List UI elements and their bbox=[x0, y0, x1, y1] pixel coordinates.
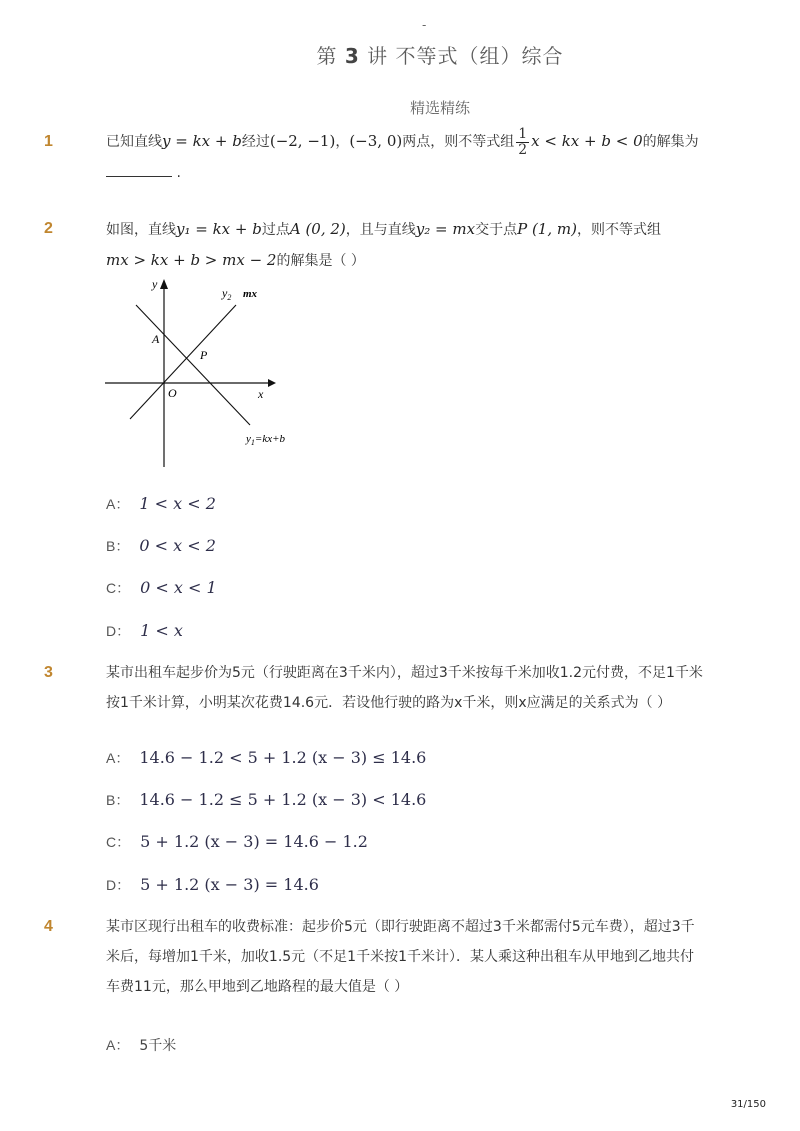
x-axis-label: x bbox=[258, 387, 264, 401]
option-value: 1 < x bbox=[140, 621, 183, 640]
q1-text-part: 的解集为 bbox=[642, 134, 699, 150]
q2-math: y₁ = kx + b bbox=[176, 220, 262, 238]
question-1-text bbox=[106, 126, 726, 188]
q1-fraction bbox=[516, 127, 529, 158]
answer-blank[interactable] bbox=[106, 162, 172, 177]
q2-graph-figure bbox=[100, 275, 310, 475]
question-3-text bbox=[106, 658, 746, 718]
q4-line: 米后，每增加1千米，加收1.5元（不足1千米按1千米计）．某人乘这种出租车从甲地到乙地共付 bbox=[106, 949, 694, 965]
q4-line: 车费11元，那么甲地到乙地路程的最大值是（ ） bbox=[106, 979, 409, 995]
mx-label: mx bbox=[243, 288, 258, 300]
question-2-text bbox=[106, 214, 726, 276]
q1-math-point: (−2, −1) bbox=[269, 132, 336, 150]
option-label: C： bbox=[106, 580, 131, 596]
q4-option-a[interactable] bbox=[106, 1035, 176, 1055]
line-y2 bbox=[130, 305, 236, 419]
q3-option-a[interactable] bbox=[106, 748, 426, 768]
q2-text-part: ，且与直线 bbox=[345, 222, 416, 238]
point-a-label: A bbox=[152, 332, 160, 346]
question-number-1: 1 bbox=[44, 133, 53, 150]
title-number: 3 bbox=[344, 44, 360, 68]
option-value: 0 < x < 1 bbox=[140, 578, 217, 597]
fraction-numerator: 1 bbox=[518, 125, 528, 142]
q1-text-part: 两点，则不等式组 bbox=[402, 134, 515, 150]
option-label: D： bbox=[106, 623, 131, 639]
page-title bbox=[0, 40, 800, 69]
q1-math-inequality: x < kx + b < 0 bbox=[531, 132, 643, 150]
q2-option-d[interactable] bbox=[106, 621, 183, 641]
q3-option-b[interactable] bbox=[106, 790, 426, 810]
y-axis-arrow bbox=[160, 279, 168, 289]
header-dash: - bbox=[422, 18, 427, 32]
option-label: A： bbox=[106, 1037, 130, 1053]
q2-text-part: 的解集是（ ） bbox=[276, 253, 365, 269]
q1-math-line: y = kx + b bbox=[162, 132, 242, 150]
q2-math: P (1, m) bbox=[517, 220, 577, 238]
page-number: 31/150 bbox=[730, 1099, 766, 1110]
option-label: B： bbox=[106, 792, 130, 808]
option-value: 1 < x < 2 bbox=[139, 494, 216, 513]
q2-option-b[interactable] bbox=[106, 536, 216, 556]
q1-text-part: ， bbox=[335, 134, 350, 150]
q2-text-part: 交于点 bbox=[475, 222, 518, 238]
q1-text-part: 经过 bbox=[241, 134, 270, 150]
q3-line: 某市出租车起步价为5元（行驶距离在3千米内），超过3千米按每千米加收1.2元付费，不足1千米 bbox=[106, 665, 703, 681]
q2-text-part: ，则不等式组 bbox=[576, 222, 661, 238]
q3-option-d[interactable] bbox=[106, 875, 319, 895]
option-value: 14.6 − 1.2 ≤ 5 + 1.2 (x − 3) < 14.6 bbox=[139, 790, 427, 809]
option-label: D： bbox=[106, 877, 131, 893]
q3-option-c[interactable] bbox=[106, 832, 368, 852]
q2-text-part: 过点 bbox=[261, 222, 290, 238]
option-value: 14.6 − 1.2 < 5 + 1.2 (x − 3) ≤ 14.6 bbox=[139, 748, 427, 767]
section-subtitle: 精选精练 bbox=[409, 99, 470, 117]
option-label: A： bbox=[106, 496, 130, 512]
option-label: B： bbox=[106, 538, 130, 554]
q2-math: y₂ = mx bbox=[415, 220, 476, 238]
option-label: A： bbox=[106, 750, 130, 766]
q3-line: 按1千米计算，小明某次花费14.6元．若设他行驶的路为x千米，则x应满足的关系式为（ ） bbox=[106, 695, 672, 711]
question-number-4: 4 bbox=[44, 918, 53, 935]
q1-text-part: . bbox=[176, 164, 181, 181]
y2-label: $y_2$ bbox=[222, 286, 232, 302]
question-4-text bbox=[106, 912, 746, 1002]
q2-option-c[interactable] bbox=[106, 578, 217, 598]
y1-label: $y_1=kx+b$ bbox=[246, 433, 286, 447]
x-axis-arrow bbox=[268, 379, 276, 387]
q2-option-a[interactable] bbox=[106, 494, 216, 514]
q1-math-point: (−3, 0) bbox=[349, 132, 403, 150]
q1-text-part: 已知直线 bbox=[106, 134, 162, 150]
option-value: 0 < x < 2 bbox=[139, 536, 216, 555]
question-number-2: 2 bbox=[44, 220, 53, 237]
title-suffix: 讲 不等式（组）综合 bbox=[367, 44, 564, 68]
fraction-denominator: 2 bbox=[518, 141, 528, 158]
line-y1 bbox=[136, 305, 250, 425]
question-number-3: 3 bbox=[44, 664, 53, 681]
option-value: 5千米 bbox=[139, 1038, 177, 1054]
q4-line: 某市区现行出租车的收费标准：起步价5元（即行驶距离不超过3千米都需付5元车费），超过3千 bbox=[106, 919, 695, 935]
option-value: 5 + 1.2 (x − 3) = 14.6 bbox=[140, 875, 319, 894]
option-value: 5 + 1.2 (x − 3) = 14.6 − 1.2 bbox=[140, 832, 368, 851]
q2-math: A (0, 2) bbox=[289, 220, 346, 238]
option-label: C： bbox=[106, 834, 131, 850]
q2-text-part: 如图，直线 bbox=[106, 222, 176, 238]
title-prefix: 第 bbox=[316, 44, 338, 68]
origin-label: O bbox=[168, 386, 177, 400]
y-axis-label: y bbox=[152, 277, 158, 291]
q2-math: mx > kx + b > mx − 2 bbox=[106, 251, 277, 269]
point-p-label: P bbox=[200, 348, 208, 362]
